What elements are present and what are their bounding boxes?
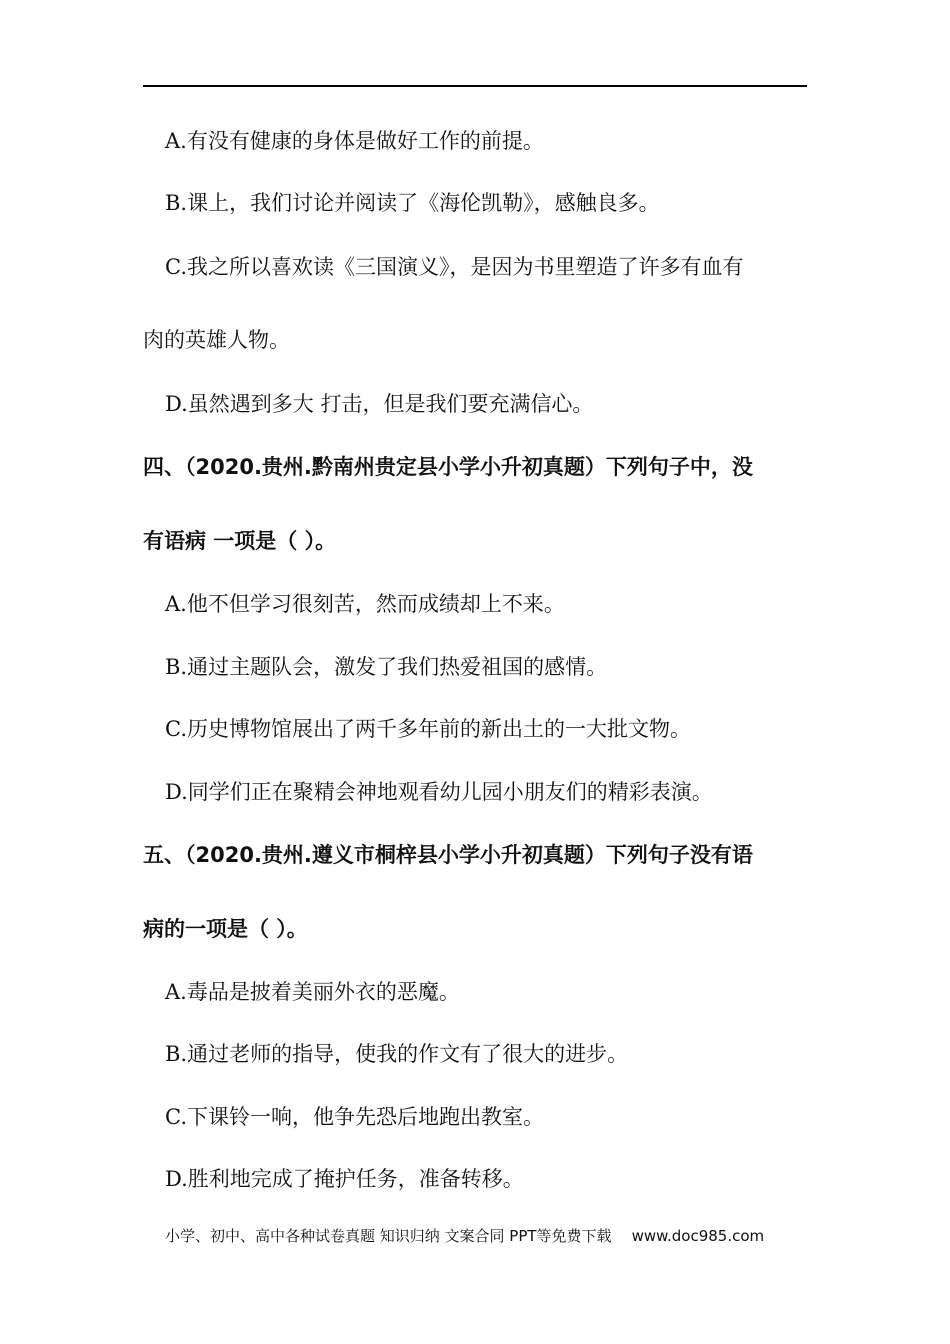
option-c-prev-continued: 肉的英雄人物。 (143, 328, 290, 352)
footer-text: 小学、初中、高中各种试卷真题 知识归纳 文案合同 PPT等免费下载 (165, 1227, 612, 1245)
question-5-option-c: C.下课铃一响，他争先恐后地跑出教室。 (165, 1105, 544, 1129)
page-footer (165, 1224, 805, 1248)
question-5-heading: 五、（2020.贵州.遵义市桐梓县小学小升初真题）下列句子没有语 (143, 843, 753, 867)
header-rule (143, 85, 807, 87)
question-4-option-a: A.他不但学习很刻苦，然而成绩却上不来。 (165, 592, 565, 616)
question-5-option-b: B.通过老师的指导，使我的作文有了很大的进步。 (165, 1042, 629, 1066)
option-c-prev: C.我之所以喜欢读《三国演义》，是因为书里塑造了许多有血有 (165, 255, 744, 279)
question-4-heading-continued: 有语病 一项是（ ）。 (143, 529, 337, 553)
question-4-heading: 四、（2020.贵州.黔南州贵定县小学小升初真题）下列句子中，没 (143, 455, 753, 479)
question-4-option-c: C.历史博物馆展出了两千多年前的新出土的一大批文物。 (165, 717, 691, 741)
option-d-prev: D.虽然遇到多大 打击，但是我们要充满信心。 (165, 392, 594, 416)
question-5-option-a: A.毒品是披着美丽外衣的恶魔。 (165, 980, 460, 1004)
question-5-option-d: D.胜利地完成了掩护任务，准备转移。 (165, 1167, 524, 1191)
question-5-heading-continued: 病的一项是（ ）。 (143, 917, 308, 941)
option-a-prev: A.有没有健康的身体是做好工作的前提。 (165, 129, 544, 153)
option-b-prev: B.课上，我们讨论并阅读了《海伦凯勒》，感触良多。 (165, 191, 660, 215)
footer-website-link[interactable]: www.doc985.com (631, 1227, 765, 1245)
question-4-option-d: D.同学们正在聚精会神地观看幼儿园小朋友们的精彩表演。 (165, 780, 713, 804)
question-4-option-b: B.通过主题队会，激发了我们热爱祖国的感情。 (165, 655, 608, 679)
